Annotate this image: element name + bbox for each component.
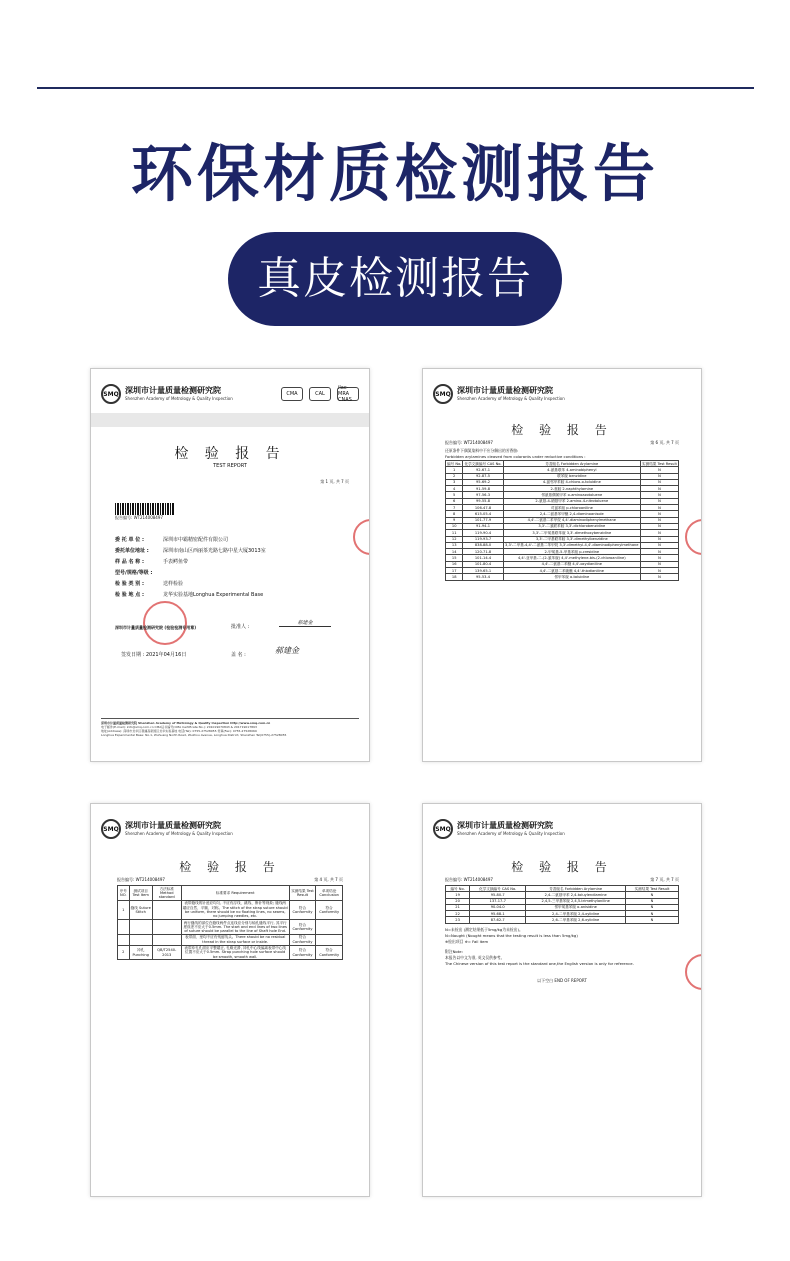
table-cell: N bbox=[640, 574, 678, 580]
arylamine-table bbox=[445, 885, 679, 924]
table-cell: N bbox=[640, 467, 678, 473]
table-cell: 90-04-0 bbox=[470, 904, 526, 910]
table-cell: N bbox=[640, 542, 678, 548]
table-cell: 4,4'-二氨基二苯醚 4,4'-oxydianiline bbox=[503, 561, 640, 567]
table-cell: 91-59-8 bbox=[463, 486, 503, 492]
table-cell: N bbox=[640, 505, 678, 511]
table-cell: 8 bbox=[446, 511, 463, 517]
table-cell: 符合Conformity bbox=[289, 934, 316, 945]
smq-logo-icon: SMQ bbox=[101, 384, 121, 404]
table-cell: 137-17-7 bbox=[470, 898, 526, 904]
issue-date: 签发日期 : 2021年04月16日 bbox=[121, 652, 187, 658]
table-cell: 2,4-二氨基甲苯 2,4-toluylendiamine bbox=[526, 892, 626, 898]
table-cell: 95-53-4 bbox=[463, 574, 503, 580]
table-cell: 101-77-9 bbox=[463, 517, 503, 523]
table-cell: 符合 Conformity bbox=[316, 900, 343, 919]
table-cell: 3 bbox=[446, 479, 463, 485]
table-cell: 11 bbox=[446, 530, 463, 536]
table-cell: N bbox=[640, 492, 678, 498]
table-cell: 92-67-1 bbox=[463, 467, 503, 473]
org-name-en: Shenzhen Academy of Metrology & Quality Inspection bbox=[125, 831, 233, 836]
table-row bbox=[118, 920, 343, 935]
table-cell: N bbox=[626, 898, 679, 904]
table-cell: N bbox=[626, 917, 679, 923]
table-cell: N bbox=[640, 498, 678, 504]
table-cell bbox=[316, 934, 343, 945]
table-cell: 2-甲氧基-5-甲基苯胺 p-cresidine bbox=[503, 549, 640, 555]
cal-logo-icon: CAL bbox=[309, 387, 331, 401]
table-cell: 17 bbox=[446, 568, 463, 574]
table-cell: N bbox=[640, 549, 678, 555]
table-cell bbox=[129, 934, 152, 945]
table-cell: 10 bbox=[446, 523, 463, 529]
table-cell bbox=[152, 920, 181, 935]
table-cell: 91-94-1 bbox=[463, 523, 503, 529]
table-cell: N bbox=[640, 555, 678, 561]
report-title: 检 验 报 告 bbox=[179, 860, 281, 874]
org-name-en: Shenzhen Academy of Metrology & Quality Inspection bbox=[457, 396, 565, 401]
note-en: Forbidden arylamines cleaved from colorants under reductive conditions : bbox=[445, 454, 586, 459]
table-cell: N bbox=[640, 523, 678, 529]
table-cell: 冲孔 Punching bbox=[129, 945, 152, 960]
report-page-arylamines-1 bbox=[422, 368, 702, 762]
org-name-cn: 深圳市计量质量检测研究院 bbox=[125, 821, 221, 830]
table-cell: 2-萘胺 2-naphthylamine bbox=[503, 486, 640, 492]
table-cell: 20 bbox=[446, 898, 470, 904]
table-cell: 15 bbox=[446, 555, 463, 561]
smq-logo-icon: SMQ bbox=[433, 819, 453, 839]
signature: 郝建金 bbox=[275, 646, 299, 655]
table-cell: 4 bbox=[446, 486, 463, 492]
report-page-arylamines-2 bbox=[422, 803, 702, 1197]
page-number: 第 6 页, 共 7 页 bbox=[650, 440, 679, 445]
table-cell: 7 bbox=[446, 505, 463, 511]
page-number: 第 4 页, 共 7 页 bbox=[314, 877, 343, 882]
report-no: 报告编号: WT214008497 bbox=[445, 440, 493, 445]
table-cell: N bbox=[640, 473, 678, 479]
table-row bbox=[118, 934, 343, 945]
top-divider bbox=[37, 87, 754, 89]
approver-name: 郝建金 bbox=[279, 619, 331, 627]
cnas-logo-icon: ilac-MRA CNAS bbox=[337, 387, 359, 401]
org-name-en: Shenzhen Academy of Metrology & Quality Inspection bbox=[457, 831, 565, 836]
table-cell: 18 bbox=[446, 574, 463, 580]
table-cell: 120-71-8 bbox=[463, 549, 503, 555]
table-cell: 4,4'-二氨基二苯硫醚 4,4'-thiodianiline bbox=[503, 568, 640, 574]
table-cell: 97-56-3 bbox=[463, 492, 503, 498]
table-cell: 符合 Conformity bbox=[316, 945, 343, 960]
edge-seal-icon bbox=[685, 519, 702, 555]
table-cell: 87-62-7 bbox=[470, 917, 526, 923]
table-cell: 106-47-8 bbox=[463, 505, 503, 511]
arylamine-table bbox=[445, 460, 679, 581]
table-cell: 23 bbox=[446, 917, 470, 923]
org-name-cn: 深圳市计量质量检测研究院 bbox=[125, 386, 221, 395]
table-header: 编号 No. 化学文摘编号 CAS No. 芳香胺名 Forbidden Arylamine 实测结果 Test Result bbox=[447, 461, 677, 466]
table-cell: 邻甲氧基苯胺 o-anisidine bbox=[526, 904, 626, 910]
table-cell: 表带面、里均不应有残留线头。There should be no residual thread in the strap surface or inside. bbox=[181, 934, 289, 945]
table-cell: 2-氨基-4-硝基甲苯 2-amino-4-nitrotoluene bbox=[503, 498, 640, 504]
table-cell: 2 bbox=[118, 945, 130, 960]
table-cell bbox=[118, 920, 130, 935]
table-cell bbox=[118, 934, 130, 945]
info-row: 检 验 类 别 : 送样检验 bbox=[115, 581, 184, 587]
table-cell bbox=[152, 934, 181, 945]
table-cell: 2,6-二甲基苯胺 2,6-xylidine bbox=[526, 917, 626, 923]
info-row: 样 品 名 称 : 手表鳄鱼带 bbox=[115, 559, 189, 565]
table-cell: 95-68-1 bbox=[470, 911, 526, 917]
org-name-cn: 深圳市计量质量检测研究院 bbox=[457, 821, 553, 830]
table-cell: QB/T2540-2013 bbox=[152, 945, 181, 960]
info-row: 检 验 地 点 : 龙华实验基地Longhua Experimental Base bbox=[115, 592, 264, 598]
info-row: 委托单位地址 : 深圳市南山区西丽茶光路七路中星大厦3013室 bbox=[115, 548, 266, 554]
table-cell: 2,4,5-三甲基苯胺 2,4,5-trimethylaniline bbox=[526, 898, 626, 904]
table-cell: 邻甲苯胺 o-toluidine bbox=[503, 574, 640, 580]
table-cell: 2,4-二氨基苯甲醚 2,4-diaminoanisole bbox=[503, 511, 640, 517]
table-cell: 2,4-二甲基苯胺 2,4-xylidine bbox=[526, 911, 626, 917]
section-pill: 真皮检测报告 bbox=[228, 232, 562, 326]
table-cell: 6 bbox=[446, 498, 463, 504]
table-cell: 838-88-0 bbox=[463, 542, 503, 548]
report-header bbox=[91, 814, 369, 844]
table-header: 编号 No. 化学文摘编号 CAS No. 芳香胺名 Forbidden Arylamine 实测结果 Test Result bbox=[446, 886, 679, 892]
table-cell: 16 bbox=[446, 561, 463, 567]
table-cell: 1 bbox=[446, 467, 463, 473]
table-cell: 联苯胺 benzidine bbox=[503, 473, 640, 479]
cma-logo-icon: CMA bbox=[281, 387, 303, 401]
table-cell: 3,3'-二甲氧基联苯胺 3,3'-dimethoxybenzidine bbox=[503, 530, 640, 536]
note-cn: 还原条件下偶氮染料中不应分解出的芳香胺: bbox=[445, 448, 519, 453]
seal-label: 深圳市计量质量检测研究院 (检验检测专用章) bbox=[115, 625, 197, 630]
table-cell: 缝线 Suture Stitch bbox=[129, 900, 152, 919]
info-row: 委 托 单 位 : 深圳市中霸精密配件有限公司 bbox=[115, 537, 229, 543]
end-of-report: 以下空白 END OF REPORT bbox=[537, 977, 587, 983]
table-cell: 表带缝线的针迹应均匀, 不应有浮线、跳线、断针等现象; 缝线两端应自然、平顺、对称。The stitch of the strap suture should be uniform, there should be no floating lines, no seams, no jumping needles, etc. bbox=[182, 901, 288, 919]
table-cell: 139-65-1 bbox=[463, 568, 503, 574]
report-header bbox=[423, 379, 701, 409]
table-cell: 13 bbox=[446, 542, 463, 548]
table-cell: 119-93-7 bbox=[463, 536, 503, 542]
org-name-cn: 深圳市计量质量检测研究院 bbox=[457, 386, 553, 395]
table-cell: 4-氨基联苯 4-aminobiphenyl bbox=[503, 467, 640, 473]
notes: N=未检出 (测定结果低于5mg/kg为未检出)。 N=Nought (Nought means that the testing result is less than 5mg/kg) ※检出项目 ※= Fail item 附注Note: 本报告以中文为准, 英文仅供参考。 The Chinese version of this test report is the standard one,the English version is only for reference. bbox=[445, 926, 634, 966]
table-cell: 101-80-4 bbox=[463, 561, 503, 567]
report-no: 报告编号: WT214008497 bbox=[117, 877, 165, 882]
header-banner bbox=[91, 413, 369, 427]
table-cell: 95-80-7 bbox=[470, 892, 526, 898]
report-footer: 深圳市计量质量检测研究院 Shenzhen Academy of Metrology & Quality Inspection http://www.smq.com.cn 电子邮件(E-mail): info@smq.com.cn CMA证书编号(CMA Certificate No.): 201019070843 & 201719017893 地址(Address): 深圳市龙华区观澜高新园区龙华实验基地 电话(Tel): 0755-27528055 传真(Fax): 0755-27528069 Longhua Experimental Base: No.1, Wuhuang North Road, Wuzhou Avenue, Longhua District, Shenzhen Tel(0755)-27528055 bbox=[101, 718, 359, 737]
table-cell: 95-69-2 bbox=[463, 479, 503, 485]
barcode-icon bbox=[115, 503, 175, 515]
table-cell: 3,3'-二甲基-4,4'-二氨基二苯甲烷 3,3'-dimethyl-4,4'-diaminodiphenylmethane bbox=[505, 543, 639, 548]
report-title: 检 验 报 告 bbox=[511, 860, 613, 874]
report-title: 检 验 报 告 bbox=[174, 446, 286, 462]
table-cell: N bbox=[626, 904, 679, 910]
table-cell: 12 bbox=[446, 536, 463, 542]
table-cell: 邻氨基偶氮甲苯 o-aminoazotoluene bbox=[503, 492, 640, 498]
table-cell bbox=[129, 920, 152, 935]
report-title: 检 验 报 告 bbox=[511, 423, 613, 437]
table-cell: N bbox=[640, 530, 678, 536]
info-rows bbox=[91, 535, 369, 601]
table-cell: N bbox=[640, 536, 678, 542]
table-cell: 符合Conformity bbox=[289, 900, 316, 919]
report-page-cover bbox=[90, 368, 370, 762]
table-cell: 92-87-5 bbox=[463, 473, 503, 479]
table-cell: 4-氯邻甲苯胺 4-chloro-o-toluidine bbox=[503, 479, 640, 485]
report-subtitle: TEST REPORT bbox=[213, 463, 247, 469]
table-cell: 119-90-4 bbox=[463, 530, 503, 536]
report-page-requirements bbox=[90, 803, 370, 1197]
requirement-table bbox=[117, 885, 343, 960]
approver-label: 批准人 : bbox=[231, 624, 250, 630]
table-cell: N bbox=[640, 486, 678, 492]
page-number: 第 7 页, 共 7 页 bbox=[650, 877, 679, 882]
seal-name-label: 盖 名 : bbox=[231, 652, 246, 658]
table-cell: 4,4'-二氨基二苯甲烷 4,4'-diaminodiphenylmethane bbox=[503, 517, 640, 523]
table-cell: 3,3'-二甲基联苯胺 3,3'-dimethylbenzidine bbox=[503, 536, 640, 542]
table-cell: N bbox=[640, 517, 678, 523]
smq-logo-icon: SMQ bbox=[101, 819, 121, 839]
smq-logo-icon: SMQ bbox=[433, 384, 453, 404]
table-row bbox=[446, 917, 679, 923]
report-header bbox=[91, 379, 369, 409]
table-cell: 1 bbox=[118, 900, 130, 919]
table-cell: N bbox=[640, 511, 678, 517]
table-cell: 21 bbox=[446, 904, 470, 910]
table-header: 序号 NO. 测试项目 Test Item 方法标准 Method standard 标准要求 Requirement 实测结果 Test Result 单项结论 Conclusion bbox=[118, 886, 343, 901]
report-header bbox=[423, 814, 701, 844]
table-cell: 99-55-8 bbox=[463, 498, 503, 504]
table-cell: 4,4'-亚甲基-二-(2-氯苯胺) 4,4'-methylene-bis-(2-chloroaniline) bbox=[503, 555, 640, 561]
table-cell: 两行缝线的部位在缝线两件点连线应分别与轴孔缝线平行, 其平行度误差不应大于0.5mm. The start and end lines of two lines of suture should be parallel to the line of Shaft hole End. bbox=[181, 920, 289, 935]
table-cell: N bbox=[640, 479, 678, 485]
table-cell: 表带冲孔孔面应平整端正, 孔缘光滑, 冲孔中心线偏离表带中心线位置不应大于0.5mm. Strap punching hole surface should be smooth, smooth wall. bbox=[181, 945, 289, 960]
report-no: 报告编号: WT214008497 bbox=[115, 515, 163, 520]
table-cell bbox=[152, 900, 181, 919]
table-cell: 2 bbox=[446, 473, 463, 479]
table-cell: 3,3'-二氯联苯胺 3,3'-dichlorobenzidine bbox=[503, 523, 640, 529]
table-cell bbox=[316, 920, 343, 935]
page-title: 环保材质检测报告 bbox=[130, 137, 659, 210]
table-cell: 615-05-4 bbox=[463, 511, 503, 517]
table-cell: N bbox=[626, 911, 679, 917]
org-name-en: Shenzhen Academy of Metrology & Quality Inspection bbox=[125, 396, 233, 401]
table-cell: 5 bbox=[446, 492, 463, 498]
table-cell: N bbox=[626, 892, 679, 898]
table-cell: 19 bbox=[446, 892, 470, 898]
table-row bbox=[118, 900, 343, 919]
table-cell: N bbox=[640, 561, 678, 567]
table-row bbox=[446, 574, 679, 580]
report-no: 报告编号: WT214008497 bbox=[445, 877, 493, 882]
cert-logos bbox=[281, 387, 359, 401]
table-cell: 对氯苯胺 p-chloroaniline bbox=[503, 505, 640, 511]
table-cell: N bbox=[640, 568, 678, 574]
table-cell: 符合Conformity bbox=[289, 920, 316, 935]
red-seal-icon bbox=[143, 601, 187, 645]
table-cell: 101-14-4 bbox=[463, 555, 503, 561]
page-number: 第 1 页, 共 7 页 bbox=[320, 479, 349, 484]
table-cell: 22 bbox=[446, 911, 470, 917]
table-cell: 符合Conformity bbox=[289, 945, 316, 960]
table-cell: 9 bbox=[446, 517, 463, 523]
info-row: 型号/规格/等级 : bbox=[115, 570, 153, 576]
table-row bbox=[118, 945, 343, 960]
table-cell: 14 bbox=[446, 549, 463, 555]
